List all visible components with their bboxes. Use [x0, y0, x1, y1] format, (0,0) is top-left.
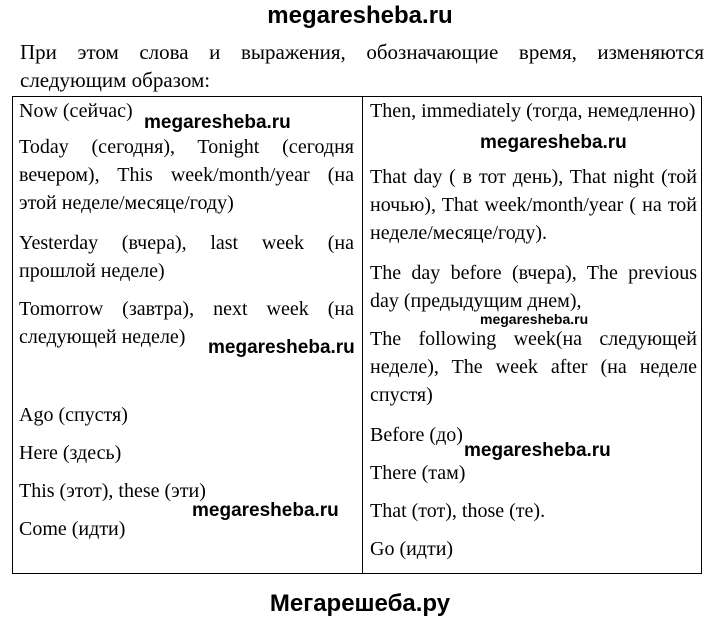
time-expressions-table [12, 96, 702, 574]
watermark: megaresheba.ru [480, 311, 589, 327]
watermark: megaresheba.ru [480, 132, 627, 153]
watermark: megaresheba.ru [192, 500, 339, 521]
left-cell-ago: Ago (спустя) [19, 404, 128, 426]
right-cell-that-day: That day ( в тот день), That night (той ночью), That week/month/year ( на той неделе/месяце/году). [370, 166, 697, 244]
left-cell-this: This (этот), these (эти) [19, 480, 206, 502]
watermark: megaresheba.ru [144, 112, 291, 133]
right-cell-then: Then, immediately (тогда, немедленно) [370, 100, 696, 122]
left-cell-here: Here (здесь) [19, 442, 122, 464]
right-cell-that: That (тот), those (те). [370, 500, 546, 522]
intro-paragraph: При этом слова и выражения, обозначающие время, изменяются следующим образом: [20, 40, 704, 92]
site-header: megaresheba.ru [267, 2, 453, 29]
left-cell-yesterday: Yesterday (вчера), last week (на прошлой неделе) [19, 232, 354, 282]
left-cell-now: Now (сейчас) [19, 100, 133, 122]
right-cell-before: Before (до) [370, 424, 463, 446]
right-cell-there: There (там) [370, 462, 466, 484]
left-cell-today: Today (сегодня), Tonight (сегодня вечером), This week/month/year (на этой неделе/месяце/году) [19, 136, 354, 214]
left-cell-come: Come (идти) [19, 518, 126, 540]
watermark: megaresheba.ru [208, 337, 355, 358]
column-divider [362, 97, 363, 573]
right-cell-go: Go (идти) [370, 538, 454, 560]
site-footer: Мегарешеба.ру [269, 590, 451, 617]
watermark: megaresheba.ru [464, 440, 611, 461]
right-cell-following-week: The following week(на следующей неделе), The week after (на неделе спустя) [370, 328, 697, 406]
left-cell-tomorrow: Tomorrow (завтра), next week (на следующей неделе) [19, 298, 354, 348]
right-cell-day-before: The day before (вчера), The previous day (предыдущим днем), [370, 262, 697, 312]
